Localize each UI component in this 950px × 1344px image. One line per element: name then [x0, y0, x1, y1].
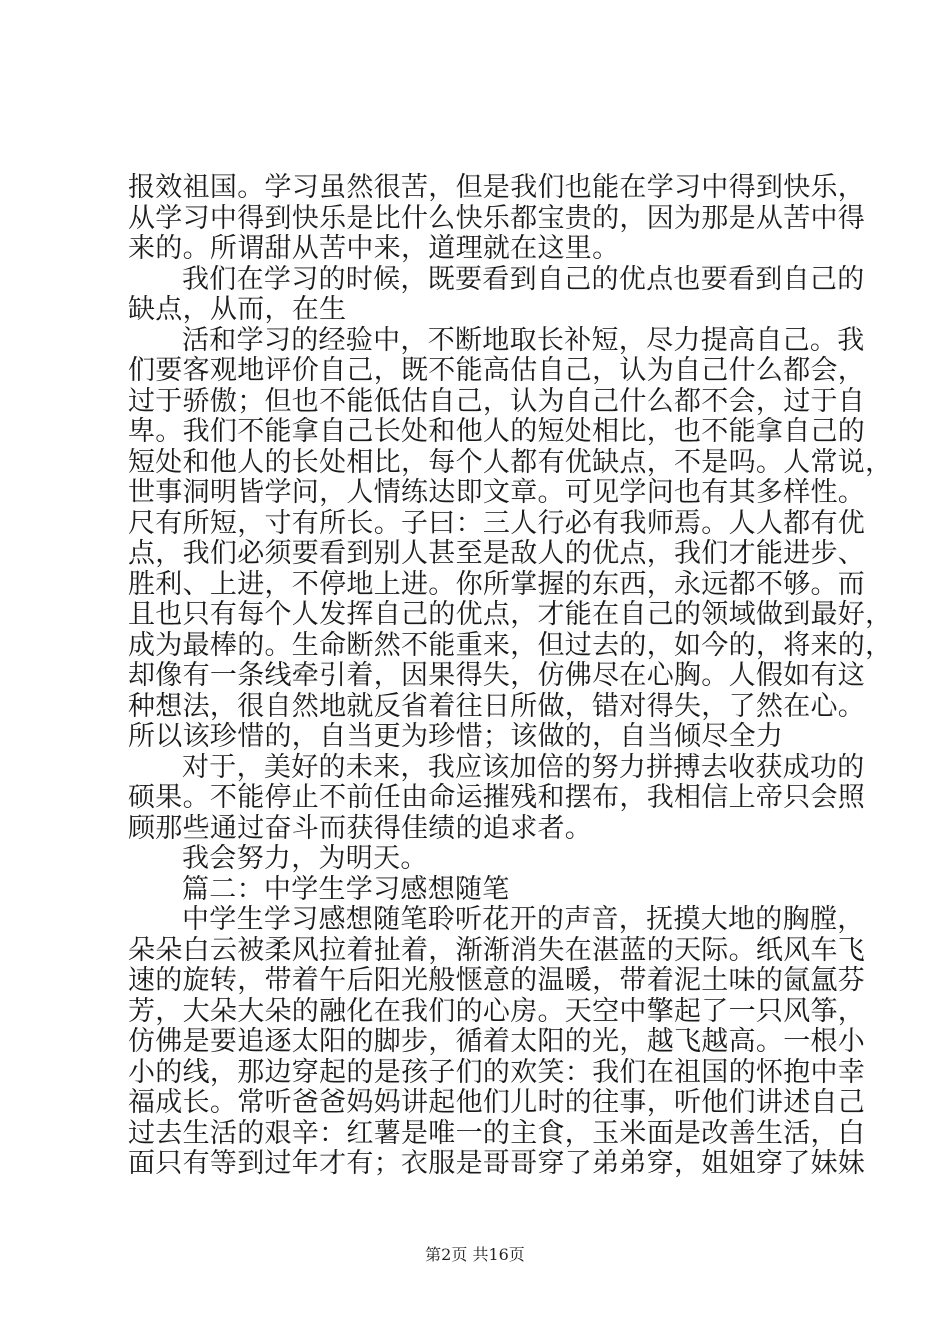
text-line: 面只有等到过年才有；衣服是哥哥穿了弟弟穿，姐姐穿了妹妹	[128, 1148, 866, 1179]
text-line: 对于，美好的未来，我应该加倍的努力拼搏去收获成功的	[182, 751, 865, 783]
text-line: 福成长。常听爸爸妈妈讲起他们儿时的往事，听他们讲述自己	[128, 1087, 866, 1118]
text-line: 中学生学习感想随笔聆听花开的声音，抚摸大地的胸膛，	[182, 904, 865, 935]
text-line: 小的线，那边穿起的是孩子们的欢笑：我们在祖国的怀抱中幸	[128, 1056, 866, 1088]
text-line: 卑。我们不能拿自己长处和他人的短处相比，也不能拿自己的	[128, 416, 866, 447]
text-line: 顾那些通过奋斗而获得佳绩的追求者。	[128, 812, 593, 844]
text-line: 来的。所谓甜从苦中来，道理就在这里。	[128, 233, 620, 264]
text-line: 尺有所短，寸有所长。子曰：三人行必有我师焉。人人都有优	[128, 507, 866, 539]
text-line: 速的旋转，带着午后阳光般惬意的温暖，带着泥土味的氤氲芬	[128, 965, 866, 996]
text-line: 芳，大朵大朵的融化在我们的心房。天空中擎起了一只风筝，	[128, 995, 866, 1027]
text-line: 胜利、上进，不停地上进。你所掌握的东西，永远都不够。而	[128, 568, 866, 600]
text-line: 我会努力，为明天。	[182, 843, 428, 874]
text-line: 世事洞明皆学问，人情练达即文章。可见学问也有其多样性。	[128, 477, 866, 508]
text-line: 硕果。不能停止不前任由命运摧残和摆布，我相信上帝只会照	[128, 782, 866, 813]
text-line: 过去生活的艰辛：红薯是唯一的主食，玉米面是改善生活，白	[128, 1117, 866, 1149]
text-line: 篇二：中学生学习感想随笔	[182, 873, 510, 905]
text-line: 所以该珍惜的，自当更为珍惜；该做的，自当倾尽全力	[128, 721, 784, 752]
text-line: 却像有一条线牵引着，因果得失，仿佛尽在心胸。人假如有这	[128, 660, 866, 691]
text-line: 点，我们必须要看到别人甚至是敌人的优点，我们才能进步、	[128, 538, 866, 569]
text-line: 活和学习的经验中，不断地取长补短，尽力提高自己。我	[182, 324, 865, 356]
text-line: 仿佛是要追逐太阳的脚步，循着太阳的光，越飞越高。一根小	[128, 1026, 866, 1057]
text-line: 缺点，从而，在生	[128, 294, 347, 325]
document-body	[128, 172, 893, 1180]
text-line: 且也只有每个人发挥自己的优点，才能在自己的领域做到最好，	[128, 599, 893, 630]
text-line: 成为最棒的。生命断然不能重来，但过去的，如今的，将来的，	[128, 629, 893, 661]
text-line: 们要客观地评价自己，既不能高估自己，认为自己什么都会，	[128, 355, 866, 386]
text-line: 种想法，很自然地就反省着往日所做，错对得失，了然在心。	[128, 690, 866, 722]
text-line: 过于骄傲；但也不能低估自己，认为自己什么都不会，过于自	[128, 385, 866, 417]
text-line: 报效祖国。学习虽然很苦，但是我们也能在学习中得到快乐，	[128, 172, 866, 203]
text-line: 短处和他人的长处相比，每个人都有优缺点，不是吗。人常说，	[128, 446, 893, 478]
text-line: 朵朵白云被柔风拉着扯着，渐渐消失在湛蓝的天际。纸风车飞	[128, 934, 866, 966]
text-line: 我们在学习的时候，既要看到自己的优点也要看到自己的	[182, 263, 865, 295]
text-line: 从学习中得到快乐是比什么快乐都宝贵的，因为那是从苦中得	[128, 202, 866, 234]
page-footer: 第2页 共16页	[425, 1245, 525, 1264]
